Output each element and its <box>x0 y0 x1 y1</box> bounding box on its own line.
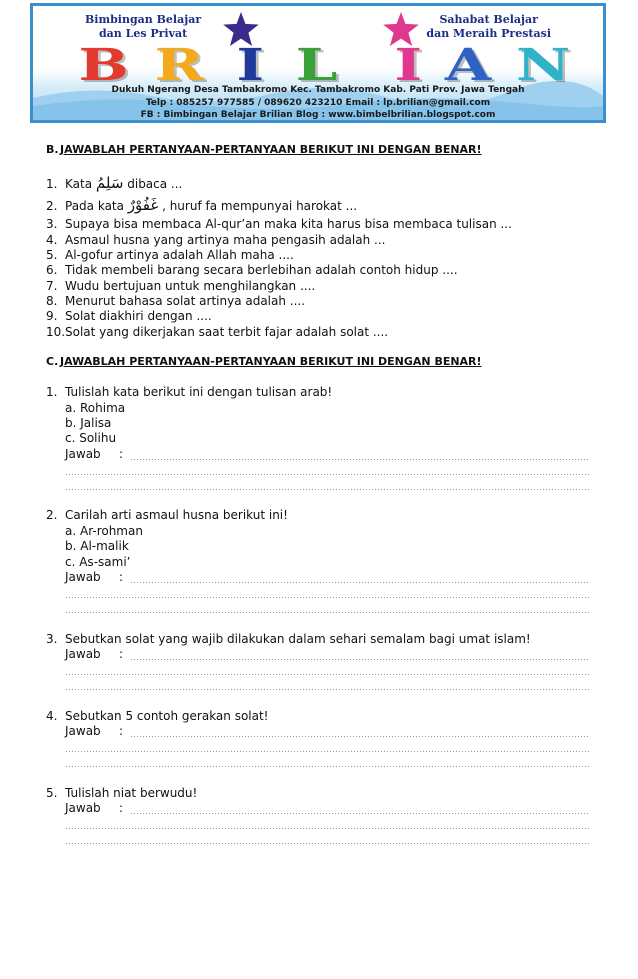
jawab-colon: : <box>119 447 124 461</box>
jawab-label: Jawab <box>65 724 101 738</box>
question-text: Asmaul husna yang artinya maha pengasih adalah ... <box>65 233 386 247</box>
banner-social: FB : Bimbingan Belajar Brilian Blog : www.bimbelbrilian.blogspot.com <box>140 110 496 120</box>
option-item: a. Ar-rohman <box>65 524 143 538</box>
brand-logo <box>33 16 603 94</box>
section-b-question-7 <box>46 279 315 294</box>
arabic-word: سَلِمُ <box>95 174 124 192</box>
answer-dotted-line[interactable] <box>130 659 590 660</box>
section-b-question-4 <box>46 233 385 248</box>
question-text: Menurut bahasa solat artinya adalah .... <box>65 294 306 308</box>
question-number: 5. <box>46 786 58 800</box>
header-banner <box>30 3 606 123</box>
question-text: Sebutkan solat yang wajib dilakukan dalam sehari semalam bagi umat islam! <box>65 632 531 646</box>
jawab-colon: : <box>119 801 124 815</box>
question-number: 9. <box>46 309 58 323</box>
question-text: Supaya bisa membaca Al-qur’an maka kita harus bisa membaca tulisan ... <box>65 217 512 231</box>
section-b-question-8 <box>46 294 305 309</box>
answer-dotted-line[interactable] <box>65 474 590 475</box>
question-text: Carilah arti asmaul husna berikut ini! <box>65 508 288 522</box>
brand-letter-n: N <box>515 40 571 91</box>
answer-dotted-line[interactable] <box>130 813 590 814</box>
section-b-question-1 <box>46 176 182 192</box>
right-tagline-line-1: Sahabat Belajar <box>439 13 538 26</box>
question-text: Solat diakhiri dengan .... <box>65 309 212 323</box>
question-text: dibaca ... <box>123 177 183 191</box>
answer-dotted-line[interactable] <box>65 612 590 613</box>
brand-letter-l: L <box>295 40 338 91</box>
section-b-heading <box>46 143 482 156</box>
jawab-label: Jawab <box>65 647 101 661</box>
arabic-word: غَفُوْرٌ <box>127 196 159 214</box>
option-item: c. As-sami’ <box>65 555 131 569</box>
section-c-question-3 <box>46 632 531 647</box>
option-item: b. Jalisa <box>65 416 112 430</box>
question-number: 3. <box>46 217 58 231</box>
question-number: 2. <box>46 508 58 522</box>
question-text: Wudu bertujuan untuk menghilangkan .... <box>65 279 316 293</box>
section-b-question-2 <box>46 198 357 214</box>
left-tagline-line-2: dan Les Privat <box>98 27 188 40</box>
question-text: , huruf fa mempunyai harokat ... <box>158 199 358 213</box>
section-c-heading <box>46 355 482 368</box>
answer-dotted-line[interactable] <box>65 751 590 752</box>
question-number: 10. <box>46 325 66 339</box>
brand-letter-b: B <box>78 40 129 91</box>
question-text: Solat yang dikerjakan saat terbit fajar adalah solat .... <box>65 325 389 339</box>
option-item: b. Al-malik <box>65 539 129 553</box>
jawab-label: Jawab <box>65 801 101 815</box>
answer-dotted-line[interactable] <box>65 766 590 767</box>
jawab-colon: : <box>119 647 124 661</box>
question-number: 4. <box>46 233 58 247</box>
jawab-label: Jawab <box>65 570 101 584</box>
answer-dotted-line[interactable] <box>65 597 590 598</box>
question-number: 3. <box>46 632 58 646</box>
answer-dotted-line[interactable] <box>65 843 590 844</box>
question-number: 1. <box>46 385 58 399</box>
question-number: 8. <box>46 294 58 308</box>
question-text: Tulislah kata berikut ini dengan tulisan arab! <box>65 385 333 399</box>
brand-letter-i2: I <box>394 40 423 91</box>
question-number: 7. <box>46 279 58 293</box>
banner-address: Dukuh Ngerang Desa Tambakromo Kec. Tambakromo Kab. Pati Prov. Jawa Tengah <box>111 85 525 95</box>
left-tagline-line-1: Bimbingan Belajar <box>85 13 202 26</box>
question-number: 6. <box>46 263 58 277</box>
section-b-question-6 <box>46 263 458 278</box>
answer-dotted-line[interactable] <box>130 582 590 583</box>
question-text: Tidak membeli barang secara berlebihan adalah contoh hidup .... <box>65 263 458 277</box>
answer-dotted-line[interactable] <box>65 828 590 829</box>
section-b-question-3 <box>46 217 512 232</box>
answer-dotted-line[interactable] <box>65 689 590 690</box>
question-text: Tulislah niat berwudu! <box>65 786 198 800</box>
section-c-question-2 <box>46 508 288 523</box>
question-number: 4. <box>46 709 58 723</box>
question-text: Sebutkan 5 contoh gerakan solat! <box>65 709 269 723</box>
answer-dotted-line[interactable] <box>130 736 590 737</box>
section-c-question-5 <box>46 786 197 801</box>
answer-dotted-line[interactable] <box>65 674 590 675</box>
section-c-title: JAWABLAH PERTANYAAN-PERTANYAAN BERIKUT INI DENGAN BENAR! <box>60 355 482 368</box>
brand-letter-i: I <box>236 40 265 91</box>
question-number: 2. <box>46 199 58 213</box>
answer-dotted-line[interactable] <box>65 489 590 490</box>
option-item: a. Rohima <box>65 401 126 415</box>
section-c-question-1 <box>46 385 332 400</box>
question-text: Al-gofur artinya adalah Allah maha .... <box>65 248 294 262</box>
question-number: 1. <box>46 177 58 191</box>
section-c-letter: C. <box>46 355 59 368</box>
answer-dotted-line[interactable] <box>130 459 590 460</box>
option-item: c. Solihu <box>65 431 117 445</box>
section-c-question-4 <box>46 709 269 724</box>
right-tagline-line-2: dan Meraih Prestasi <box>426 27 551 40</box>
question-text: Pada kata <box>65 199 128 213</box>
section-b-question-5 <box>46 248 294 263</box>
question-text: Kata <box>65 177 96 191</box>
jawab-colon: : <box>119 724 124 738</box>
section-b-letter: B. <box>46 143 59 156</box>
section-b-title: JAWABLAH PERTANYAAN-PERTANYAAN BERIKUT INI DENGAN BENAR! <box>60 143 482 156</box>
section-b-question-9 <box>46 309 212 324</box>
jawab-colon: : <box>119 570 124 584</box>
brand-letter-r: R <box>154 40 204 91</box>
question-number: 5. <box>46 248 58 262</box>
jawab-label: Jawab <box>65 447 101 461</box>
brand-letter-a: A <box>445 40 492 91</box>
section-b-question-10 <box>46 325 388 340</box>
banner-contact: Telp : 085257 977585 / 089620 423210 Email : lp.brilian@gmail.com <box>145 98 491 108</box>
